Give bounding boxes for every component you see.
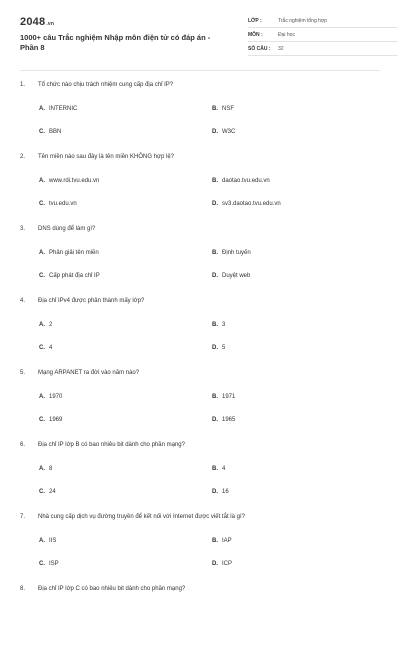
option-text: ICP bbox=[222, 561, 233, 567]
answer-option[interactable] bbox=[212, 250, 251, 256]
question-stem bbox=[20, 514, 245, 520]
meta-row-class bbox=[248, 14, 398, 28]
option-text: 1971 bbox=[222, 394, 236, 400]
option-letter: C. bbox=[39, 273, 45, 279]
question-number: 7. bbox=[20, 514, 26, 520]
option-text: Định tuyến bbox=[222, 250, 251, 256]
answer-option[interactable] bbox=[212, 129, 235, 135]
option-text: 4 bbox=[222, 466, 226, 472]
question-text: DNS dùng để làm gì? bbox=[38, 226, 96, 232]
option-text: 16 bbox=[222, 489, 229, 495]
option-letter: A. bbox=[39, 106, 45, 112]
option-text: Phân giải tên miền bbox=[49, 250, 99, 256]
question-text: Mạng ARPANET ra đời vào năm nào? bbox=[38, 370, 140, 376]
option-text: NSF bbox=[222, 106, 234, 112]
option-text: IAP bbox=[222, 538, 232, 544]
option-letter: B. bbox=[212, 322, 218, 328]
question-number: 2. bbox=[20, 154, 26, 160]
meta-value: Đại học bbox=[278, 31, 295, 38]
header-divider bbox=[20, 70, 380, 71]
answer-option[interactable] bbox=[39, 394, 62, 400]
answer-option[interactable] bbox=[212, 322, 225, 328]
question-text: Tên miền nào sau đây là tên miền KHÔNG hợp lệ? bbox=[38, 154, 175, 160]
question-number: 3. bbox=[20, 226, 26, 232]
question-stem bbox=[20, 298, 144, 304]
option-letter: A. bbox=[39, 466, 45, 472]
meta-row-subject bbox=[248, 28, 398, 42]
question-text: Nhà cung cấp dịch vụ đường truyền để kết nối với Internet được viết tắt là gì? bbox=[38, 514, 245, 520]
option-text: 3 bbox=[222, 322, 226, 328]
meta-key: SỐ CÂU : bbox=[248, 45, 271, 52]
question-item bbox=[20, 294, 380, 366]
question-text: Địa chỉ IPv4 được phân thành mấy lớp? bbox=[38, 298, 145, 304]
question-list bbox=[20, 78, 380, 654]
question-text: Địa chỉ IP lớp C có bao nhiêu bit dành cho phần mạng? bbox=[38, 586, 186, 592]
option-text: 1965 bbox=[222, 417, 236, 423]
question-number: 8. bbox=[20, 586, 26, 592]
option-text: Duyệt web bbox=[222, 273, 251, 279]
option-text: 1970 bbox=[49, 394, 63, 400]
question-item bbox=[20, 78, 380, 150]
document-header bbox=[20, 0, 380, 70]
option-text: 4 bbox=[49, 345, 53, 351]
logo-main-text: 2048 bbox=[20, 16, 46, 28]
option-letter: D. bbox=[212, 345, 218, 351]
option-letter: C. bbox=[39, 561, 45, 567]
question-stem bbox=[20, 154, 174, 160]
option-text: 5 bbox=[222, 345, 226, 351]
option-letter: D. bbox=[212, 561, 218, 567]
option-letter: D. bbox=[212, 489, 218, 495]
answer-option[interactable] bbox=[39, 538, 56, 544]
question-stem bbox=[20, 226, 95, 232]
question-stem bbox=[20, 442, 185, 448]
question-stem bbox=[20, 370, 139, 376]
option-letter: A. bbox=[39, 538, 45, 544]
option-text: tvu.edu.vn bbox=[49, 201, 77, 207]
option-letter: C. bbox=[39, 129, 45, 135]
question-item bbox=[20, 366, 380, 438]
question-number: 6. bbox=[20, 442, 26, 448]
option-text: daotao.tvu.edu.vn bbox=[222, 178, 270, 184]
answer-option[interactable] bbox=[39, 561, 59, 567]
answer-option[interactable] bbox=[212, 417, 235, 423]
meta-value: Trắc nghiệm tổng hợp bbox=[278, 17, 327, 24]
answer-option[interactable] bbox=[39, 250, 99, 256]
answer-option[interactable] bbox=[39, 345, 52, 351]
question-stem bbox=[20, 586, 185, 592]
question-item bbox=[20, 438, 380, 510]
question-item bbox=[20, 150, 380, 222]
option-letter: C. bbox=[39, 417, 45, 423]
question-number: 1. bbox=[20, 82, 26, 88]
answer-option[interactable] bbox=[212, 273, 250, 279]
logo-suffix-text: .vn bbox=[46, 21, 55, 27]
option-letter: B. bbox=[212, 106, 218, 112]
option-letter: D. bbox=[212, 273, 218, 279]
answer-option[interactable] bbox=[39, 273, 100, 279]
option-text: IIS bbox=[49, 538, 57, 544]
option-text: INTERNIC bbox=[49, 106, 78, 112]
answer-option[interactable] bbox=[39, 489, 56, 495]
answer-option[interactable] bbox=[39, 417, 62, 423]
meta-row-count bbox=[248, 42, 398, 56]
question-item bbox=[20, 582, 380, 654]
option-text: 1969 bbox=[49, 417, 63, 423]
option-text: sv3.daotao.tvu.edu.vn bbox=[222, 201, 281, 207]
question-text: Tổ chức nào chịu trách nhiệm cung cấp địa chỉ IP? bbox=[38, 82, 174, 88]
answer-option[interactable] bbox=[39, 201, 77, 207]
option-text: www.rdi.tvu.edu.vn bbox=[49, 178, 100, 184]
question-stem bbox=[20, 82, 173, 88]
option-text: 24 bbox=[49, 489, 56, 495]
question-number: 4. bbox=[20, 298, 26, 304]
answer-option[interactable] bbox=[212, 178, 270, 184]
option-letter: C. bbox=[39, 489, 45, 495]
option-letter: D. bbox=[212, 201, 218, 207]
option-letter: D. bbox=[212, 129, 218, 135]
option-text: 2 bbox=[49, 322, 53, 328]
meta-key: LỚP : bbox=[248, 17, 262, 24]
document-meta bbox=[248, 14, 398, 56]
answer-option[interactable] bbox=[212, 489, 229, 495]
answer-option[interactable] bbox=[212, 561, 232, 567]
option-letter: B. bbox=[212, 250, 218, 256]
option-text: 8 bbox=[49, 466, 53, 472]
question-number: 5. bbox=[20, 370, 26, 376]
meta-value: 32 bbox=[278, 45, 284, 52]
option-text: BBN bbox=[49, 129, 62, 135]
question-item bbox=[20, 510, 380, 582]
option-letter: B. bbox=[212, 178, 218, 184]
answer-option[interactable] bbox=[212, 538, 232, 544]
option-text: ISP bbox=[49, 561, 59, 567]
option-letter: B. bbox=[212, 394, 218, 400]
option-letter: A. bbox=[39, 394, 45, 400]
question-item bbox=[20, 222, 380, 294]
document-title: 1000+ câu Trắc nghiệm Nhập môn điện tử có đáp án - Phần 8 bbox=[20, 33, 211, 52]
option-text: W3C bbox=[222, 129, 236, 135]
answer-option[interactable] bbox=[212, 106, 234, 112]
answer-option[interactable] bbox=[39, 129, 61, 135]
answer-option[interactable] bbox=[39, 178, 99, 184]
question-text: Địa chỉ IP lớp B có bao nhiêu bit dành cho phần mạng? bbox=[38, 442, 185, 448]
answer-option[interactable] bbox=[39, 106, 77, 112]
answer-option[interactable] bbox=[212, 394, 235, 400]
option-letter: A. bbox=[39, 178, 45, 184]
option-letter: A. bbox=[39, 250, 45, 256]
option-letter: C. bbox=[39, 201, 45, 207]
answer-option[interactable] bbox=[212, 345, 225, 351]
option-letter: B. bbox=[212, 538, 218, 544]
answer-option[interactable] bbox=[39, 322, 52, 328]
option-letter: A. bbox=[39, 322, 45, 328]
option-letter: B. bbox=[212, 466, 218, 472]
site-logo[interactable] bbox=[20, 16, 54, 28]
option-letter: D. bbox=[212, 417, 218, 423]
answer-option[interactable] bbox=[39, 466, 52, 472]
option-text: Cấp phát địa chỉ IP bbox=[49, 273, 100, 279]
meta-key: MÔN : bbox=[248, 31, 263, 38]
answer-option[interactable] bbox=[212, 201, 281, 207]
answer-option[interactable] bbox=[212, 466, 225, 472]
option-letter: C. bbox=[39, 345, 45, 351]
